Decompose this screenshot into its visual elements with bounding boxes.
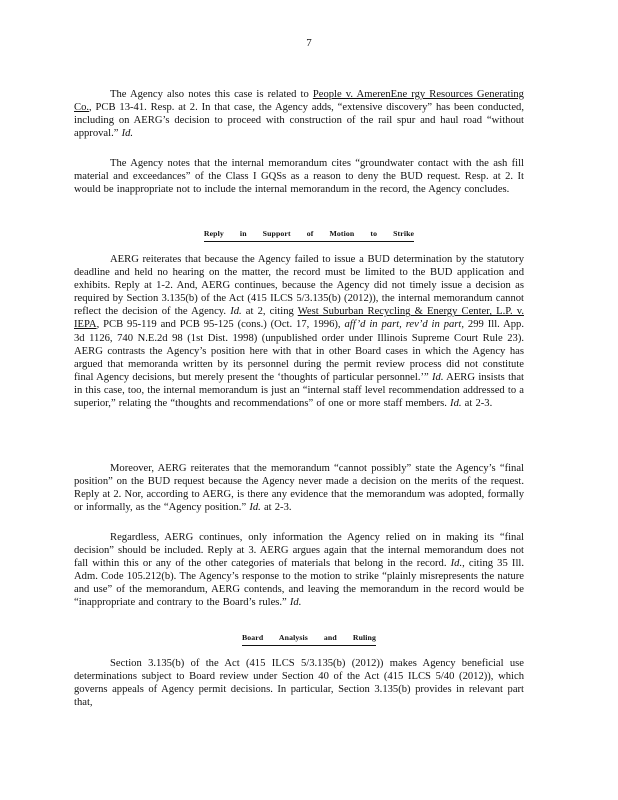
paragraph-text: AERG insists that in this case, too, the internal memorandum is just an “internal staff level recommendation addressed to a superior,” relating the “thoughts and recommendations” of one or more staff members. [74,371,524,410]
paragraph-text: at 2, citing [241,306,298,318]
case-citation: West Suburban Recycling & Energy Center, L.P. v. IEPA [74,306,524,331]
id-citation: Id. [450,558,463,570]
section-heading-text: Reply in Support of Motion to Strike [204,227,414,242]
case-citation: People v. AmerenEne rgy Resources Generating Co. [74,89,524,114]
paragraph-text: The Agency also notes this case is related to [110,89,313,100]
paragraph-text: , PCB 95-119 and PCB 95-125 (cons.) (Oct. 17, 1996), [96,319,345,331]
paragraph-text: Regardless, AERG continues, only information the Agency relied on in making its “final decision” should be included. Reply at 3. AERG argues again that the internal memorandum does not fall within this or any of the other categories of materials that belong in the record. [74,532,524,570]
id-citation: Id. [121,128,134,140]
paragraph-groundwater: The Agency notes that the internal memorandum cites “groundwater contact with the ash fill material and exceedances” of the Class I GQSs as a reason to deny the BUD request. Resp. at 2. It would be inappropriate not to include the internal memorandum in the record, the Agency concludes. [74,158,524,196]
paragraph-text: , 299 Ill. App. 3d 1126, 740 N.E.2d 98 (1st Dist. 1998) (unpublished order under Illinois Supreme Court Rule 23). AERG contrasts the Agency’s position here with that in other Board cases in which the Agency has argued that memoranda written by its personnel during the permit review process did not constitute final Agency decisions, but merely present the ‘thoughts of particular personnel.’” [74,319,524,383]
paragraph-moreover [74,462,524,514]
paragraph-text: at 2-3. [461,398,493,410]
id-citation: Id. [249,502,261,514]
page-number: 7 [306,37,312,49]
paragraph-text: Moreover, AERG reiterates that the memorandum “cannot possibly” state the Agency’s “final position” on the BUD request because the Agency never made a decision on the merits of the request. Reply at 2. Nor, according to AERG, is there any evidence that the memorandum was adopted, formally or informally, as the “Agency position.” [74,463,524,514]
section-heading-text: Board Analysis and Ruling [242,631,376,646]
id-citation: Id. [432,371,444,383]
paragraph-section-3135: Section 3.135(b) of the Act (415 ILCS 5/3.135(b) (2012)) makes Agency beneficial use determinations subject to Board review under Section 40 of the Act (415 ILCS 5/40 (2012)), which governs appeals of Agency permit decisions. In particular, Section 3.135(b) provides in relevant part that, [74,658,524,709]
id-citation: Id. [230,306,242,318]
paragraph-text: at 2-3. [260,502,292,514]
section-heading-reply [0,227,618,242]
paragraph-text: AERG reiterates that because the Agency failed to issue a BUD determination by the statutory deadline and held no hearing on the matter, the record must be limited to the BUD application and exhibits. Reply at 1-2. And, AERG continues, because the Agency did not timely issue a decision as required by Section 3.135(b) of the Act (415 ILCS 5/3.135(b) (2012)), the internal memorandum cannot reflect the decision of the Agency. [74,254,524,318]
subsequent-history: aff’d in part, rev’d in part [344,319,462,331]
paragraph-text: , PCB 13-41. Resp. at 2. In that case, the Agency adds, “extensive discovery” has been conducted, including on AERG’s decision to proceed with construction of the rail spur and haul road “without approval.” [74,102,524,140]
section-heading-board-analysis [0,631,618,646]
paragraph-aerg-reiterates [74,253,524,410]
paragraph-regardless [74,531,524,610]
id-citation: Id. [289,597,302,609]
paragraph-ameren-case [74,88,524,140]
id-citation: Id. [450,398,462,410]
paragraph-text: , citing 35 Ill. Adm. Code 105.212(b). The Agency’s response to the motion to strike “plainly misrepresents the nature and use” of the memorandum, AERG contends, and leaving the memorandum in the record would be “inappropriate and contrary to the Board’s rules.” [74,558,524,609]
